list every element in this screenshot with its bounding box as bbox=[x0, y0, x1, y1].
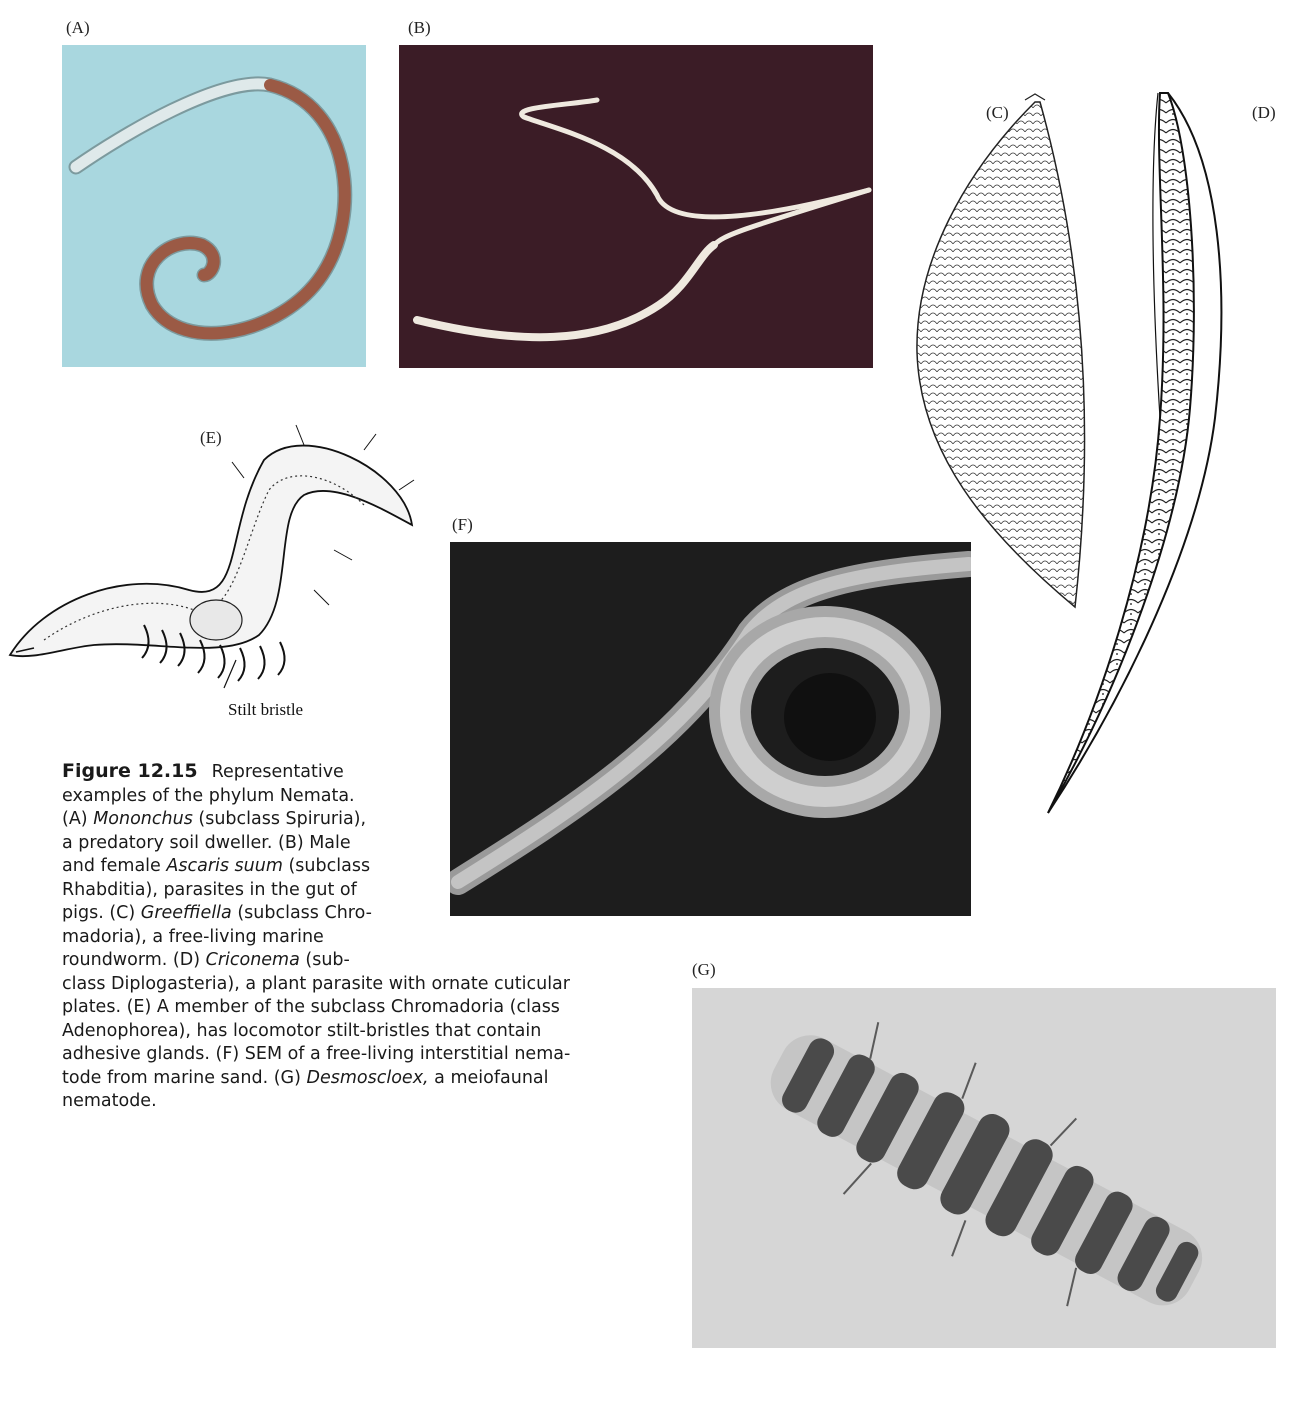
caption-text: Rhabditia), parasites in the gut of bbox=[62, 879, 357, 900]
chromadoria-illustration bbox=[4, 420, 424, 700]
caption-wide-line bbox=[62, 1067, 642, 1091]
panel-e-drawing bbox=[4, 420, 424, 700]
caption-text: (A) bbox=[62, 809, 94, 829]
caption-narrow-line bbox=[62, 902, 412, 926]
caption-wide-lines bbox=[62, 973, 642, 1114]
caption-wide-line bbox=[62, 973, 642, 997]
caption-wide-line bbox=[62, 1020, 642, 1044]
caption-text: a meiofaunal bbox=[428, 1067, 549, 1088]
caption-text: (sub- bbox=[299, 950, 350, 970]
caption-narrow-line bbox=[62, 785, 412, 809]
panel-d-drawing bbox=[1040, 88, 1300, 818]
caption-text: Representative bbox=[211, 762, 344, 782]
criconema-illustration bbox=[1040, 88, 1300, 818]
taxon-name: Ascaris suum bbox=[166, 856, 283, 876]
panel-label-a: (A) bbox=[66, 18, 90, 37]
taxon-name: Desmoscloex, bbox=[306, 1067, 429, 1088]
caption-narrow-line bbox=[212, 762, 344, 782]
taxon-name: Criconema bbox=[205, 950, 300, 970]
figure-number: Figure 12.15 bbox=[62, 760, 198, 782]
panel-g-photo bbox=[692, 988, 1276, 1348]
panel-label-c: (C) bbox=[986, 103, 1009, 122]
panel-label-e: (E) bbox=[200, 428, 222, 447]
taxon-name: Mononchus bbox=[93, 809, 193, 829]
caption-narrow-line bbox=[62, 926, 412, 950]
ascaris-illustration bbox=[399, 45, 873, 368]
panel-label-g: (G) bbox=[692, 960, 716, 979]
caption-narrow-lines bbox=[62, 762, 412, 973]
caption-text: (subclass Spiruria), bbox=[192, 809, 367, 829]
caption-text: a predatory soil dweller. (B) Male bbox=[62, 832, 351, 853]
caption-narrow-block bbox=[62, 760, 412, 973]
caption-text: madoria), a free-living marine bbox=[62, 926, 324, 947]
caption-narrow-line bbox=[62, 949, 412, 973]
panel-label-f: (F) bbox=[452, 515, 473, 534]
caption-text: (subclass bbox=[282, 856, 371, 876]
stilt-bristle-annotation: Stilt bristle bbox=[228, 700, 304, 719]
figure-caption bbox=[62, 760, 642, 1114]
panel-a-photo bbox=[62, 45, 366, 367]
caption-text: class Diplogasteria), a plant parasite with ornate cuticular bbox=[62, 973, 570, 994]
caption-text: tode from marine sand. (G) bbox=[62, 1067, 307, 1088]
desmoscolex-illustration bbox=[692, 988, 1276, 1348]
caption-text: pigs. (C) bbox=[62, 903, 141, 923]
caption-narrow-line bbox=[62, 832, 412, 856]
caption-text: nematode. bbox=[62, 1091, 157, 1111]
caption-wide-line bbox=[62, 1043, 642, 1067]
caption-narrow-line bbox=[62, 879, 412, 903]
caption-text: examples of the phylum Nemata. bbox=[62, 785, 355, 806]
panel-b-photo bbox=[399, 45, 873, 368]
caption-text: Adenophorea), has locomotor stilt-bristles that contain bbox=[62, 1020, 542, 1041]
taxon-name: Greeffiella bbox=[140, 903, 232, 923]
caption-wide-line bbox=[62, 996, 642, 1020]
caption-narrow-line bbox=[62, 855, 412, 879]
panel-label-b: (B) bbox=[408, 18, 431, 37]
caption-text: and female bbox=[62, 856, 167, 876]
panel-label-d: (D) bbox=[1252, 103, 1276, 122]
caption-wide-line bbox=[62, 1090, 642, 1114]
mononchus-illustration bbox=[62, 45, 366, 367]
caption-text: (subclass Chro- bbox=[231, 903, 372, 923]
caption-text: adhesive glands. (F) SEM of a free-living interstitial nema- bbox=[62, 1044, 571, 1064]
caption-text: roundworm. (D) bbox=[62, 950, 206, 970]
caption-text: plates. (E) A member of the subclass Chromadoria (class bbox=[62, 997, 560, 1017]
caption-narrow-line bbox=[62, 808, 412, 832]
